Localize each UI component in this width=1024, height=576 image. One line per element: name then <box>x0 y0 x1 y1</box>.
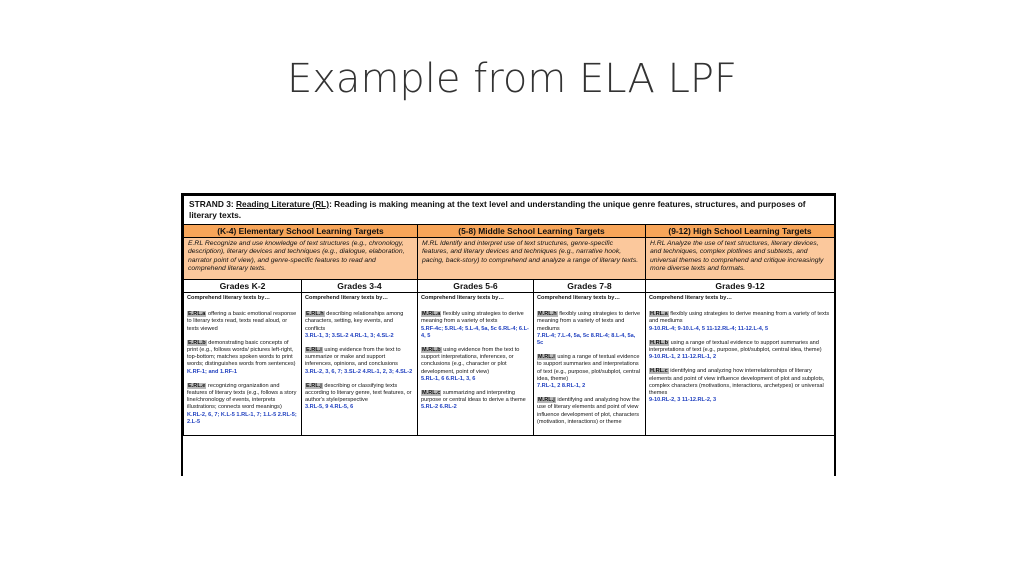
column-9-12 <box>646 293 835 436</box>
learning-target-item <box>421 311 530 340</box>
column-k-2 <box>184 293 302 436</box>
standards-ref: K.RL-2, 6, 7; K.L-5 1.RL-1, 7; 1.L-5 2.RL-5; 2.L-5 <box>187 411 297 425</box>
strand-description: : Reading is making meaning at the text level and understanding the unique genre features, structures, and purposes of literary texts. <box>189 199 806 220</box>
target-code: E.RL.a <box>188 311 206 318</box>
grade-5-6: Grades 5-6 <box>418 280 534 293</box>
target-code: E.RL.j <box>306 382 322 389</box>
target-text: describing relationships among characters, setting, key events, and conflicts <box>305 311 404 332</box>
strand-table <box>183 195 835 436</box>
strand-header-row <box>184 196 835 225</box>
target-code: E.RL.i <box>306 347 322 354</box>
target-text: recognizing organization and features of literary texts (e.g., follows a story line/chronology of events, interprets illustrations; connects word meanings) <box>187 382 297 411</box>
grade-k-2: Grades K-2 <box>184 280 302 293</box>
target-code: M.RL.i <box>538 354 555 361</box>
grade-9-12: Grades 9-12 <box>646 280 835 293</box>
target-high: H.RL Analyze the use of text structures, literary devices, and techniques, complex plotlines and subtexts, and universal themes to comprehend and critique increasingly more diverse texts and formats. <box>646 238 835 280</box>
learning-target-item <box>421 347 530 383</box>
standards-ref: 3.RL-2, 3, 6, 7; 3.SL-2 4.RL-1, 2, 3; 4.SL-2 <box>305 368 413 375</box>
slide-title: Example from ELA LPF <box>286 56 738 102</box>
target-text: summarizing and interpreting purpose or central ideas to derive a theme <box>421 390 526 404</box>
learning-target-item <box>305 311 414 340</box>
target-text: flexibly using strategies to derive meaning from a variety of texts and mediums <box>537 311 641 332</box>
column-lead: Comprehend literary texts by… <box>305 295 388 301</box>
standards-ref: 9-10.RL-1, 2 11-12.RL-1, 2 <box>649 354 717 361</box>
column-lead: Comprehend literary texts by… <box>187 295 270 301</box>
learning-target-item <box>649 368 831 404</box>
learning-target-item <box>421 390 530 412</box>
band-middle: (5-8) Middle School Learning Targets <box>418 225 646 238</box>
column-3-4 <box>302 293 418 436</box>
column-lead: Comprehend literary texts by… <box>649 295 732 301</box>
target-code: M.RL.a <box>422 311 441 318</box>
standards-ref: 3.RL-1, 3; 3.SL-2 4.RL-1, 3; 4.SL-2 <box>305 332 394 339</box>
standards-ref: K.RF-1; and 1.RF-1 <box>187 368 238 375</box>
target-code: E.RL.e <box>188 382 206 389</box>
target-text: identifying and analyzing how the use of literary elements and point of view influence development of plot, characters (motivation, interactions) or theme <box>537 397 640 425</box>
target-code: M.RL.h <box>538 311 557 318</box>
column-7-8 <box>534 293 646 436</box>
learning-target-item <box>187 383 298 426</box>
learning-target-item <box>649 311 831 333</box>
learning-target-item <box>305 383 414 412</box>
target-code: E.RL.b <box>188 339 206 346</box>
target-middle: M.RL Identify and interpret use of text structures, genre-specific features, and literary devices and techniques (e.g., narrative hook, pacing, back-story) to comprehend and analyze a range of literary texts. <box>418 238 646 280</box>
standards-ref: 5.RL-2 6.RL-2 <box>421 404 457 411</box>
target-row <box>184 238 835 280</box>
standards-ref: 3.RL-5, 9 4.RL-5, 6 <box>305 404 354 411</box>
learning-target-item <box>537 397 642 426</box>
standards-ref: 7.RL-1, 2 8.RL-1, 2 <box>537 383 586 390</box>
band-elementary: (K-4) Elementary School Learning Targets <box>184 225 418 238</box>
strand-label: STRAND 3: <box>189 199 234 209</box>
target-text: using evidence from the text to support interpretations, inferences, or conclusions (e.g., character or plot development, point of view) <box>421 347 520 375</box>
target-code: H.RL.a <box>650 311 668 318</box>
target-code: E.RL.h <box>306 311 324 318</box>
standards-ref: 5.RF-4c; 5.RL-4; 5.L-4, 5a, 5c 6.RL-4; 6.L-4, 5 <box>421 325 529 339</box>
grade-7-8: Grades 7-8 <box>534 280 646 293</box>
target-elementary: E.RL Recognize and use knowledge of text structures (e.g., chronology, description), literary devices and techniques (e.g., dialogue, elaboration, narrator point of view), and genre-specific features to read and comprehend literary texts. <box>184 238 418 280</box>
target-code: M.RL.c <box>422 390 441 397</box>
learning-target-item <box>537 354 642 390</box>
standards-ref: 7.RL-4; 7.L-4, 5a, 5c 8.RL-4; 8.L-4, 5a, 5c <box>537 332 636 347</box>
target-text: using a range of textual evidence to support summaries and interpretations of text (e.g., purpose, plot/subplot, central idea, theme) <box>537 354 640 382</box>
grade-3-4: Grades 3-4 <box>302 280 418 293</box>
target-text: describing or classifying texts according to literary genre, text features, or author's style/perspective <box>305 382 412 404</box>
learning-target-item <box>187 311 298 333</box>
target-text: demonstrating basic concepts of print (e.g., follows words/ pictures left-right, top-bottom; matches spoken words to print words; distinguishes words from sentences) <box>187 339 296 368</box>
lpf-document-excerpt <box>181 193 836 476</box>
target-text: identifying and analyzing how interrelationships of literary elements and point of view influence development of plot and subplots, complex characters (motivations, interactions, archetypes) or universal themes <box>649 368 825 397</box>
standards-ref: 9-10.RL-2, 3 11-12.RL-2, 3 <box>649 397 717 404</box>
grade-header-row <box>184 280 835 293</box>
learning-target-item <box>305 347 414 376</box>
column-lead: Comprehend literary texts by… <box>421 295 504 301</box>
target-text: flexibly using strategies to derive meaning from a variety of texts and mediums <box>649 311 830 325</box>
column-5-6 <box>418 293 534 436</box>
strand-name: Reading Literature (RL) <box>236 199 330 209</box>
target-code: H.RL.c <box>650 368 668 375</box>
target-text: using a range of textual evidence to support summaries and interpretations of text (e.g., purpose, plot/subplot, central idea, theme) <box>649 339 822 354</box>
band-high: (9-12) High School Learning Targets <box>646 225 835 238</box>
column-lead: Comprehend literary texts by… <box>537 295 620 301</box>
target-code: H.RL.b <box>650 339 669 346</box>
learning-target-item <box>187 340 298 376</box>
learning-target-item <box>537 311 642 347</box>
band-header-row <box>184 225 835 238</box>
standards-ref: 9-10.RL-4; 9-10.L-4, 5 11-12.RL-4; 11-12.L-4, 5 <box>649 325 769 332</box>
standards-ref: 5.RL-1, 6 6.RL-1, 3, 6 <box>421 375 476 382</box>
target-text: offering a basic emotional response to literary texts read, texts read aloud, or texts viewed <box>187 311 297 332</box>
target-code: M.RL.j <box>538 397 555 404</box>
target-text: flexibly using strategies to derive meaning from a variety of texts <box>421 311 524 325</box>
target-code: M.RL.b <box>422 347 441 354</box>
strand-header <box>184 196 835 225</box>
learning-target-item <box>649 340 831 362</box>
target-text: using evidence from the text to summarize or make and support inferences, opinions, and conclusions <box>305 347 401 368</box>
content-row <box>184 293 835 436</box>
